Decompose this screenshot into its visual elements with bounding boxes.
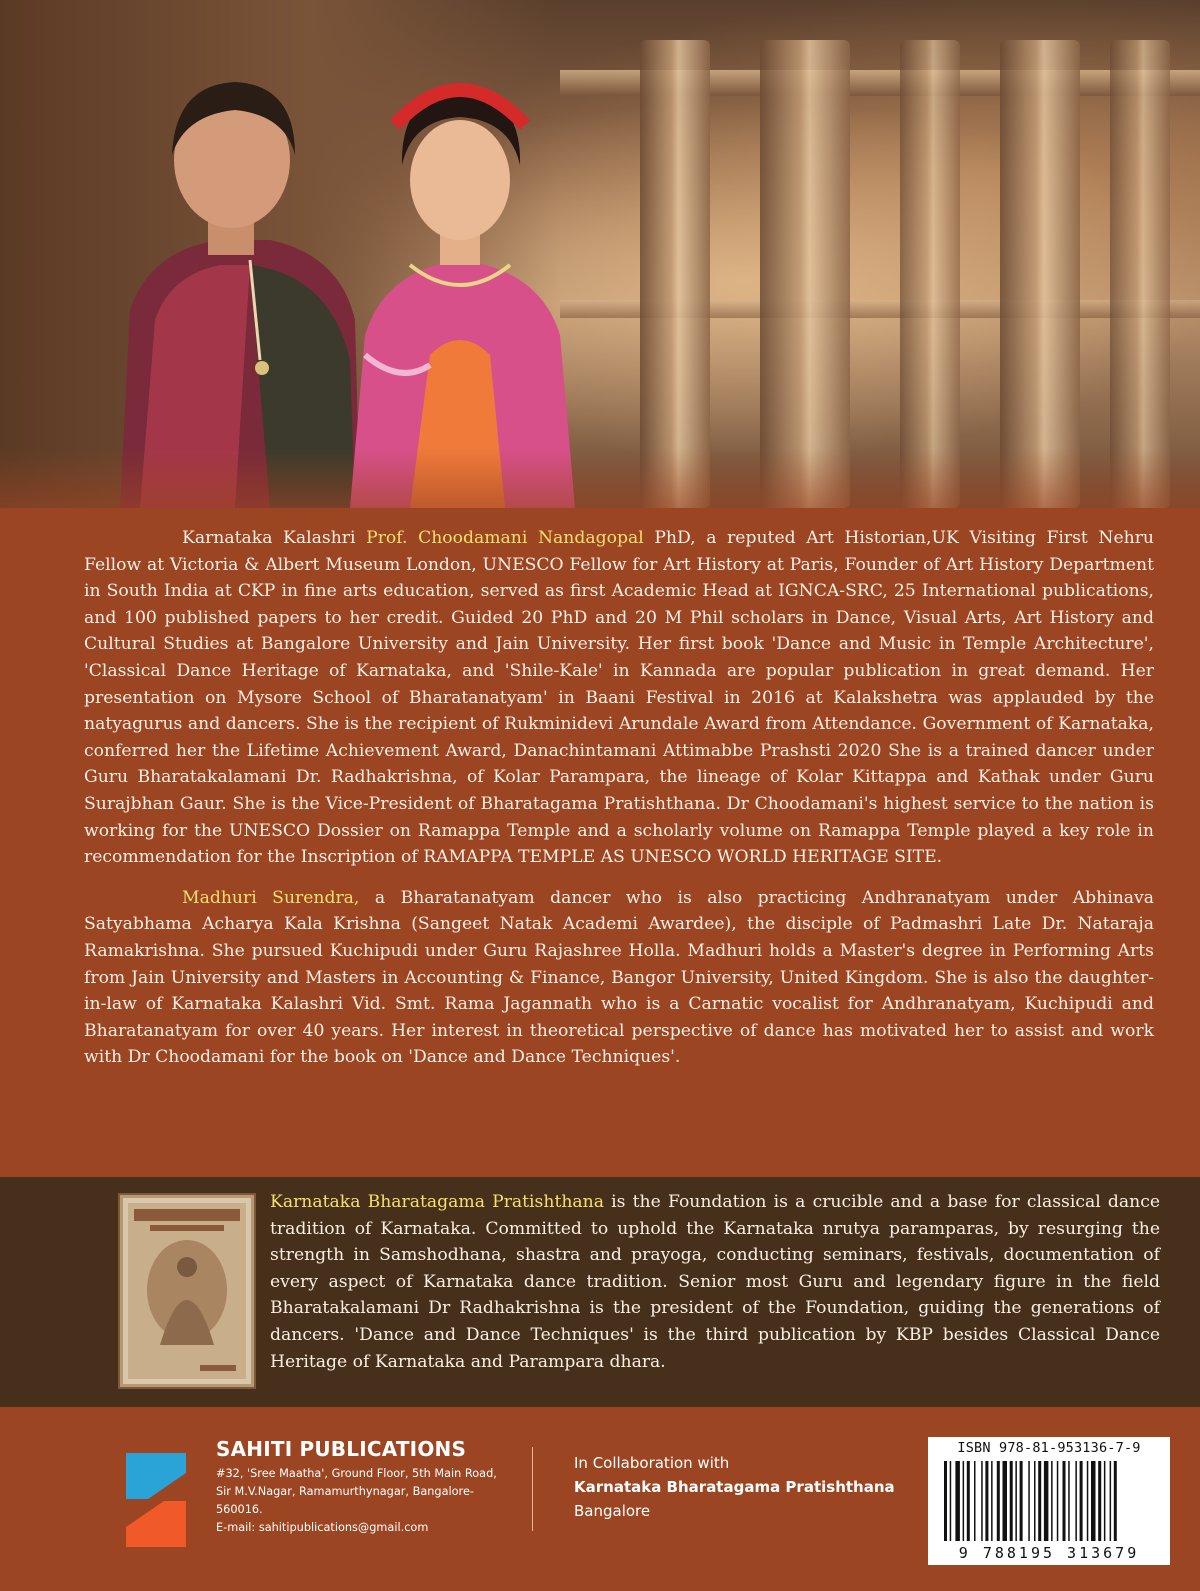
dancer-portrait (340, 55, 580, 508)
isbn-barcode (928, 1437, 1170, 1565)
footer-divider (532, 1447, 533, 1531)
publisher-address-2: Sir M.V.Nagar, Ramamurthynagar, Bangalore-560016. (216, 1485, 474, 1516)
bio-choodamani: Karnataka Kalashri Prof. Choodamani Nandagopal PhD, a reputed Art Historian,UK Visiting First Nehru Fellow at Victoria & Albert Museum London, UNESCO Fellow for Art History at Paris, Founder of Art History Department in South India at CKP in fine arts education, served as first Academic Head at IGNCA-SRC, 25 International publications, and 100 published papers to her credit. Guided 20 PhD and 20 M Phil scholars in Dance, Visual Arts, Art History and Cultural Studies at Bangalore University and Jain University. Her first book 'Dance and Music in Temple Architecture', 'Classical Dance Heritage of Karnataka, and 'Shile-Kale' in Kannada are popular publication in great demand. Her presentation on Mysore School of Bharatanatyam' in Baani Festival in 2016 at Kalakshetra was applauded by the natyagurus and dancers. She is the recipient of Rukminidevi Arundale Award from Attendance. Government of Karnataka, conferred her the Lifetime Achievement Award, Danachintamani Attimabbe Prashsti 2020 She is a trained dancer under Guru Bharatakalamani Dr. Radhakrishna, of Kolar Parampara, the lineage of Kolar Kittappa and Kathak under Guru Surajbhan Gaur. She is the Vice-President of Bharatagama Pratishthana. Dr Choodamani's highest service to the nation is working for the UNESCO Dossier on Ramappa Temple and a scholarly volume on Ramappa Temple played a key role in recommendation for the Inscription of RAMAPPA TEMPLE AS UNESCO WORLD HERITAGE SITE. (84, 528, 1154, 868)
publisher-address-1: #32, 'Sree Maatha', Ground Floor, 5th Main Road, (216, 1467, 497, 1480)
foundation-name: Karnataka Bharatagama Pratishthana (270, 1192, 604, 1212)
publisher-name: SAHITI PUBLICATIONS (216, 1437, 467, 1461)
barcode-bars (942, 1461, 1158, 1541)
foundation-description: Karnataka Bharatagama Pratishthana is the Foundation is a crucible and a base for classical dance tradition of Karnataka. Committed to uphold the Karnataka nrutya paramparas, by resurging the strength in Samshodhana, shastra and prayoga, conducting seminars, festivals, documentation of every aspect of Karnataka dance tradition. Senior most Guru and legendary figure in the field Bharatakalamani Dr Radhakrishna is the president of the Foundation, guiding the generations of dancers. 'Dance and Dance Techniques' is the third publication by KBP besides Classical Dance Heritage of Karnataka and Parampara dhara. (270, 1192, 1160, 1372)
publisher-info (216, 1437, 506, 1537)
barcode-number: 9 788195 313679 (958, 1544, 1140, 1562)
bio-madhuri: Madhuri Surendra, a Bharatanatyam dancer who is also practicing Andhranatyam under Abhinava Satyabhama Acharya Kala Krishna (Sangeet Natak Academi Awardee), the disciple of Padmashri Late Dr. Nataraja Ramakrishna. She pursued Kuchipudi under Guru Rajashree Holla. Madhuri holds a Master's degree in Performing Arts from Jain University and Masters in Accounting & Finance, Bangor University, United Kingdom. She is also the daughter-in-law of Karnataka Kalashri Vid. Smt. Rama Jagannath who is a Carnatic vocalist for Andhranatyam, Kuchipudi and Bharatanatyam for over 40 years. Her interest in theoretical perspective of dance has motivated her to assist and work with Dr Choodamani for the book on 'Dance and Dance Techniques'. (84, 887, 1154, 1068)
collaboration-info (574, 1451, 904, 1523)
foundation-band (0, 1177, 1200, 1407)
sahiti-logo-icon (118, 1445, 194, 1555)
book-thumbnail (118, 1193, 256, 1389)
back-cover-footer (0, 1407, 1200, 1591)
collaboration-org: Karnataka Bharatagama Pratishthana (574, 1478, 895, 1496)
isbn-label: ISBN 978-81-953136-7-9 (957, 1440, 1141, 1456)
guru-portrait (100, 60, 370, 508)
author-bios (84, 525, 1154, 1085)
cover-photo (0, 0, 1200, 508)
collaboration-city: Bangalore (574, 1502, 651, 1520)
author-name-choodamani: Prof. Choodamani Nandagopal (366, 528, 644, 548)
publisher-email: E-mail: sahitipublications@gmail.com (216, 1521, 429, 1534)
collaboration-label: In Collaboration with (574, 1454, 730, 1472)
author-name-madhuri: Madhuri Surendra, (182, 887, 360, 908)
